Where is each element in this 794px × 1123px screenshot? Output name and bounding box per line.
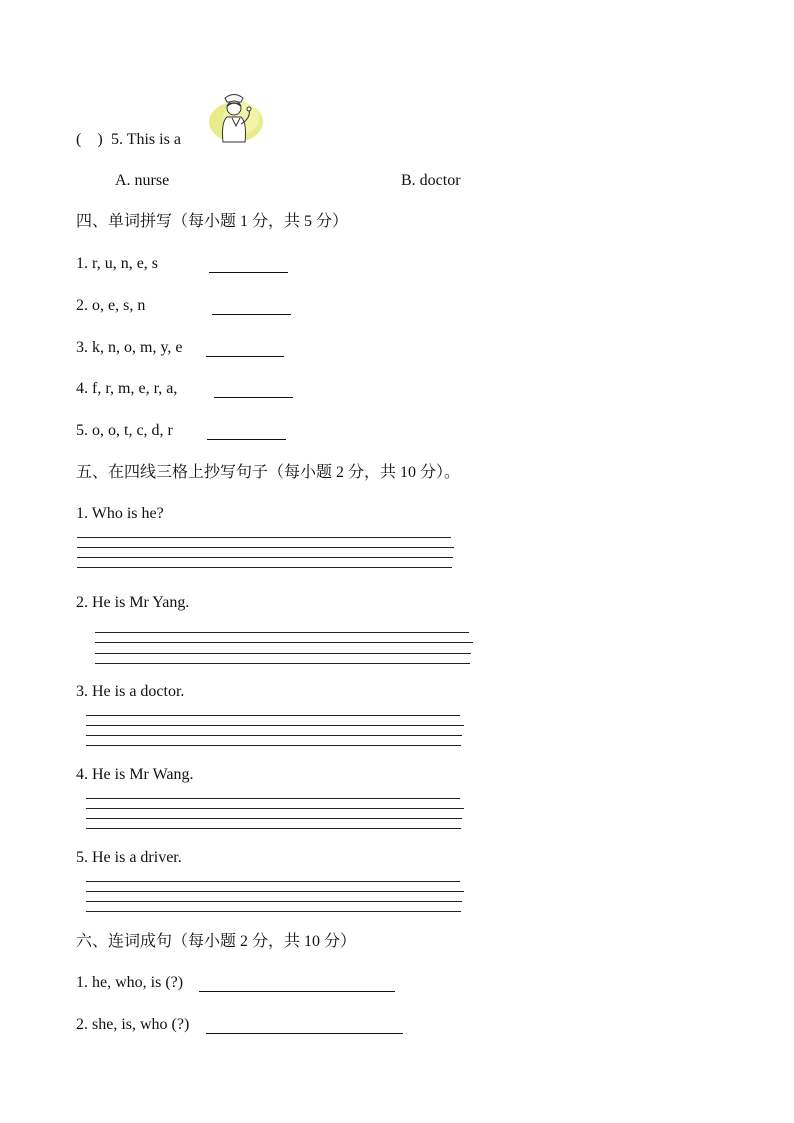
sentence-build-1: 1. he, who, is (?) bbox=[76, 974, 184, 991]
q5-option-b: B. doctor bbox=[401, 172, 461, 189]
copy-sentence-4: 4. He is Mr Wang. bbox=[76, 766, 194, 783]
answer-blank-2[interactable] bbox=[212, 314, 291, 315]
copy-sentence-2: 2. He is Mr Yang. bbox=[76, 594, 190, 611]
q5-option-a: A. nurse bbox=[115, 172, 170, 189]
sentence-build-2: 2. she, is, who (?) bbox=[76, 1016, 190, 1033]
spelling-item-2: 2. o, e, s, n bbox=[76, 297, 146, 314]
spelling-item-1: 1. r, u, n, e, s bbox=[76, 255, 159, 272]
q5-paren: ( ) bbox=[76, 131, 103, 148]
spelling-item-5: 5. o, o, t, c, d, r bbox=[76, 422, 173, 439]
copy-sentence-5: 5. He is a driver. bbox=[76, 849, 182, 866]
four-line-grid-5[interactable] bbox=[86, 881, 466, 913]
nurse-illustration-icon bbox=[203, 88, 265, 144]
four-line-grid-3[interactable] bbox=[86, 715, 466, 747]
spelling-item-3: 3. k, n, o, m, y, e bbox=[76, 339, 183, 356]
answer-blank-1[interactable] bbox=[209, 272, 288, 273]
copy-sentence-1: 1. Who is he? bbox=[76, 505, 164, 522]
answer-blank-3[interactable] bbox=[206, 356, 284, 357]
section6-heading: 六、连词成句（每小题 2 分，共 10 分） bbox=[76, 933, 357, 950]
answer-blank-4[interactable] bbox=[214, 397, 293, 398]
sentence-answer-blank-1[interactable] bbox=[199, 991, 395, 992]
four-line-grid-4[interactable] bbox=[86, 798, 466, 830]
answer-blank-5[interactable] bbox=[207, 439, 286, 440]
spelling-item-4: 4. f, r, m, e, r, a, bbox=[76, 380, 178, 397]
section5-heading: 五、在四线三格上抄写句子（每小题 2 分，共 10 分）。 bbox=[76, 464, 461, 481]
four-line-grid-2[interactable] bbox=[95, 632, 475, 664]
four-line-grid-1[interactable] bbox=[77, 537, 455, 569]
section4-heading: 四、单词拼写（每小题 1 分，共 5 分） bbox=[76, 213, 349, 230]
sentence-answer-blank-2[interactable] bbox=[206, 1033, 403, 1034]
q5-text: 5. This is a bbox=[111, 131, 181, 148]
copy-sentence-3: 3. He is a doctor. bbox=[76, 683, 185, 700]
